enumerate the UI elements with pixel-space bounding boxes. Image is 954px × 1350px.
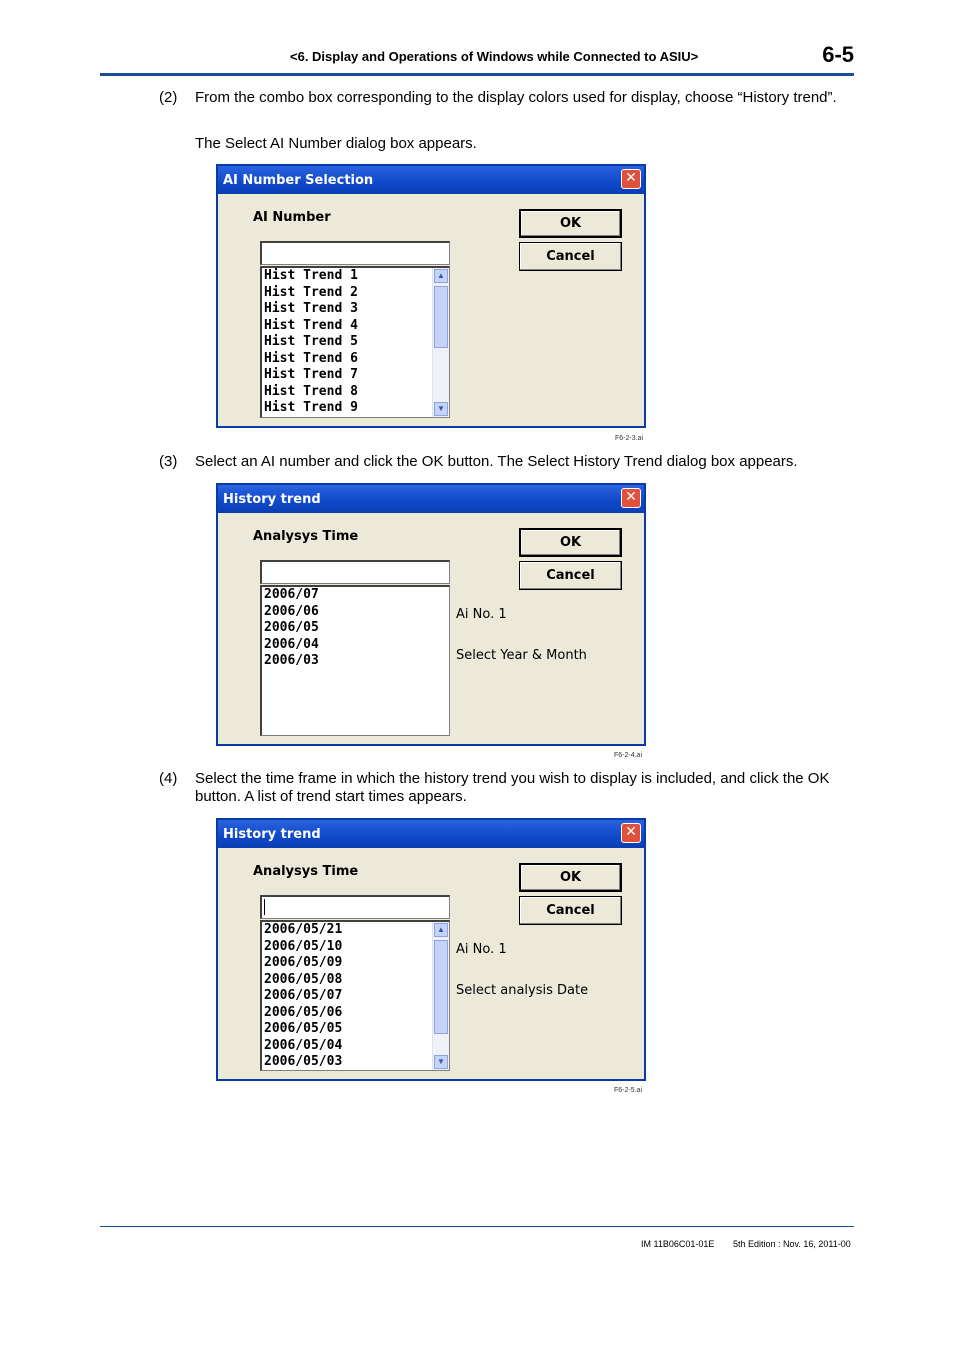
analysis-time-input[interactable] xyxy=(260,560,450,584)
scrollbar[interactable] xyxy=(432,922,449,1070)
header-rule xyxy=(100,73,854,76)
figure-id: F6-2-3.ai xyxy=(615,435,644,442)
analysis-time-label: Analysys Time xyxy=(253,529,359,544)
ai-number-text: Ai No. 1 xyxy=(456,607,507,622)
list-item[interactable]: 2006/05/04 xyxy=(264,1037,343,1053)
ai-number-list[interactable] xyxy=(260,266,450,418)
scroll-up-icon[interactable]: ▲ xyxy=(434,923,448,937)
history-trend-month-dialog xyxy=(216,483,646,746)
list-item[interactable]: Hist Trend 9 xyxy=(264,400,358,415)
text-cursor xyxy=(264,899,265,915)
dialog-title: AI Number Selection xyxy=(223,173,374,188)
list-item[interactable]: 2006/04 xyxy=(264,636,319,652)
figure-id: F6-2-4.ai xyxy=(614,752,643,759)
dialog-title: History trend xyxy=(223,492,321,507)
list-item[interactable]: 2006/05/21 xyxy=(264,922,343,937)
list-item[interactable]: 2006/05/05 xyxy=(264,1021,343,1036)
analysis-time-input[interactable] xyxy=(260,895,450,919)
list-items xyxy=(262,587,449,670)
ok-button[interactable]: OK xyxy=(519,863,622,892)
list-item[interactable]: Hist Trend 4 xyxy=(264,317,358,333)
page-number: 6-5 xyxy=(822,42,854,67)
cancel-button[interactable]: Cancel xyxy=(519,242,622,271)
list-item[interactable]: 2006/05/09 xyxy=(264,955,343,970)
close-button[interactable]: ✕ xyxy=(621,823,641,843)
step-3-text: Select an AI number and click the OK button. The Select History Trend dialog box appears. xyxy=(195,453,798,470)
figure-id: F6-2-5.ai xyxy=(614,1087,643,1094)
history-trend-date-dialog xyxy=(216,818,646,1081)
list-item[interactable]: Hist Trend 5 xyxy=(264,334,358,349)
scroll-thumb[interactable] xyxy=(434,940,448,1034)
list-item[interactable]: 2006/05/07 xyxy=(264,988,343,1003)
ai-number-label: AI Number xyxy=(253,210,331,225)
date-list[interactable] xyxy=(260,920,450,1071)
step-2-number: (2) xyxy=(159,89,178,106)
month-list[interactable] xyxy=(260,585,450,736)
footer-rule xyxy=(100,1226,854,1227)
list-item[interactable]: Hist Trend 6 xyxy=(264,350,358,366)
list-item[interactable]: 2006/05 xyxy=(264,620,319,635)
step-4-number: (4) xyxy=(159,770,178,787)
title-bar xyxy=(218,485,644,513)
step-4-text: Select the time frame in which the history trend you wish to display is included, and click the OK button. A list of trend start times appears. xyxy=(195,770,830,805)
list-item[interactable]: 2006/05/08 xyxy=(264,971,343,987)
scrollbar[interactable] xyxy=(432,268,449,417)
analysis-time-label: Analysys Time xyxy=(253,864,359,879)
chapter-title: <6. Display and Operations of Windows while Connected to ASIU> xyxy=(290,49,699,64)
close-button[interactable]: ✕ xyxy=(621,488,641,508)
list-item[interactable]: 2006/05/10 xyxy=(264,938,343,954)
list-item[interactable]: Hist Trend 8 xyxy=(264,383,358,399)
ai-number-text: Ai No. 1 xyxy=(456,942,507,957)
scroll-thumb[interactable] xyxy=(434,286,448,348)
ai-number-selection-dialog xyxy=(216,164,646,428)
select-hint-text: Select analysis Date xyxy=(456,983,589,998)
close-button[interactable]: ✕ xyxy=(621,169,641,189)
dialog-title: History trend xyxy=(223,827,321,842)
list-item[interactable]: Hist Trend 1 xyxy=(264,268,358,283)
list-items xyxy=(262,922,449,1071)
title-bar xyxy=(218,820,644,848)
list-item[interactable]: Hist Trend 2 xyxy=(264,284,358,300)
scroll-down-icon[interactable]: ▼ xyxy=(434,402,448,416)
scroll-down-icon[interactable]: ▼ xyxy=(434,1055,448,1069)
scroll-up-icon[interactable]: ▲ xyxy=(434,269,448,283)
list-item[interactable]: 2006/03 xyxy=(264,653,319,668)
step-3-number: (3) xyxy=(159,453,178,470)
edition-info: 5th Edition : Nov. 16, 2011-00 xyxy=(733,1239,851,1249)
select-hint-text: Select Year & Month xyxy=(456,648,587,663)
title-bar xyxy=(218,166,644,194)
ok-button[interactable]: OK xyxy=(519,528,622,557)
list-item[interactable]: 2006/05/06 xyxy=(264,1004,343,1020)
step-2-note: The Select AI Number dialog box appears. xyxy=(195,135,477,152)
list-item[interactable]: 2006/05/03 xyxy=(264,1054,343,1069)
document-id: IM 11B06C01-01E xyxy=(641,1239,715,1249)
list-item[interactable]: Hist Trend 3 xyxy=(264,301,358,316)
ok-button[interactable]: OK xyxy=(519,209,622,238)
cancel-button[interactable]: Cancel xyxy=(519,896,622,925)
list-item[interactable]: 2006/06 xyxy=(264,603,319,619)
step-2-text: From the combo box corresponding to the display colors used for display, choose “History trend”. xyxy=(195,89,837,106)
list-items xyxy=(262,268,449,417)
ai-number-input[interactable] xyxy=(260,241,450,265)
list-item[interactable]: Hist Trend 7 xyxy=(264,367,358,382)
cancel-button[interactable]: Cancel xyxy=(519,561,622,590)
list-item[interactable]: 2006/07 xyxy=(264,587,319,602)
